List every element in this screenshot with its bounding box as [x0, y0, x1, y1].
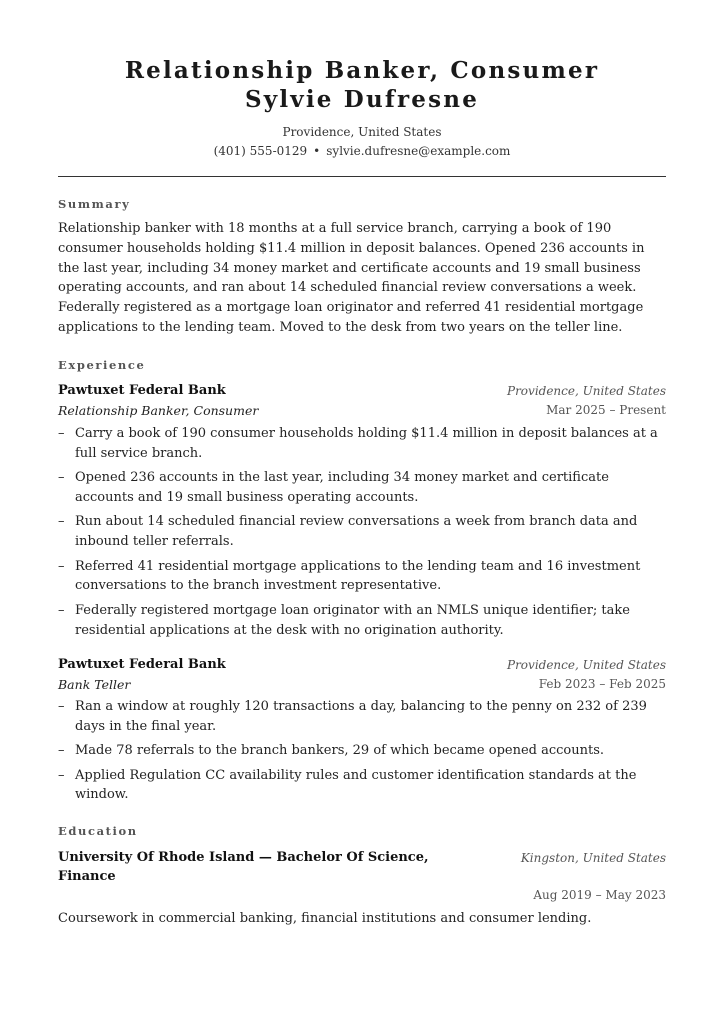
job-2-bullets — [58, 697, 666, 810]
bullet-dash: – — [58, 558, 65, 574]
list-item — [58, 424, 666, 464]
education-school: University Of Rhode Island — Bachelor Of Science, Finance — [58, 850, 429, 884]
summary-text: Relationship banker with 18 months at a full service branch, carrying a book of 190 consumer households holding $11.4 million in deposit balances. Opened 236 accounts in the last year, including 34 money market and certificate accounts and 19 small business operating accounts, and ran about 14 scheduled financial review conversations a week. Federally registered as a mortgage loan originator and referred 41 residential mortgage applications to the lending team. Moved to the desk from two years on the teller line. — [58, 221, 645, 335]
contact-location: Providence, United States — [282, 125, 442, 139]
bullet-dash: – — [58, 514, 65, 530]
bullet-dash: – — [58, 743, 65, 759]
experience-heading: Experience — [58, 358, 146, 372]
bullet-text: Applied Regulation CC availability rules and customer identification standards at the window. — [75, 767, 637, 803]
job-1-bullets — [58, 424, 666, 645]
contact-separator: • — [313, 144, 321, 158]
education-note: Coursework in commercial banking, financial institutions and consumer lending. — [58, 911, 592, 926]
bullet-dash: – — [58, 470, 65, 486]
bullet-dash: – — [58, 767, 65, 783]
list-item — [58, 468, 666, 508]
list-item — [58, 697, 666, 737]
bullet-text: Federally registered mortgage loan originator with an NMLS unique identifier; take residential applications at the desk with no origination authority. — [75, 602, 630, 638]
contact-email: sylvie.dufresne@example.com — [326, 144, 511, 158]
header-divider — [58, 176, 666, 177]
job-1-org: Pawtuxet Federal Bank — [58, 383, 226, 398]
job-2-dates: Feb 2023 – Feb 2025 — [538, 677, 666, 691]
education-location: Kingston, United States — [520, 851, 666, 865]
bullet-text: Referred 41 residential mortgage applications to the lending team and 16 investment conversations to the branch investment representative. — [75, 558, 641, 594]
job-1-role: Relationship Banker, Consumer — [58, 403, 259, 418]
job-1-location: Providence, United States — [507, 384, 666, 398]
bullet-dash: – — [58, 426, 65, 441]
bullet-dash: – — [58, 699, 65, 714]
list-item — [58, 741, 666, 761]
job-2-org: Pawtuxet Federal Bank — [58, 657, 226, 672]
list-item — [58, 557, 666, 597]
list-item — [58, 766, 666, 806]
bullet-text: Opened 236 accounts in the last year, including 34 money market and certificate accounts and 19 small business operating accounts. — [75, 470, 609, 505]
contact-phone: (401) 555-0129 — [213, 144, 308, 158]
job-1-dates: Mar 2025 – Present — [546, 403, 666, 417]
list-item — [58, 512, 666, 552]
job-2-location: Providence, United States — [507, 658, 666, 672]
bullet-text: Carry a book of 190 consumer households holding $11.4 million in deposit balances at a full service branch. — [75, 426, 658, 461]
education-heading: Education — [58, 824, 138, 838]
bullet-text: Run about 14 scheduled financial review conversations a week from branch data and inbound teller referrals. — [75, 514, 638, 550]
candidate-name: Sylvie Dufresne — [244, 86, 480, 113]
contact-line — [58, 142, 666, 161]
list-item — [58, 601, 666, 641]
bullet-text: Made 78 referrals to the branch bankers, 29 of which became opened accounts. — [75, 743, 605, 759]
bullet-dash: – — [58, 602, 65, 618]
resume-title: Relationship Banker, Consumer — [124, 57, 600, 84]
summary-heading: Summary — [58, 197, 131, 211]
education-dates: Aug 2019 – May 2023 — [533, 888, 666, 902]
bullet-text: Ran a window at roughly 120 transactions a day, balancing to the penny on 232 of 239 days in the final year. — [75, 699, 647, 734]
job-2-role: Bank Teller — [58, 677, 131, 692]
